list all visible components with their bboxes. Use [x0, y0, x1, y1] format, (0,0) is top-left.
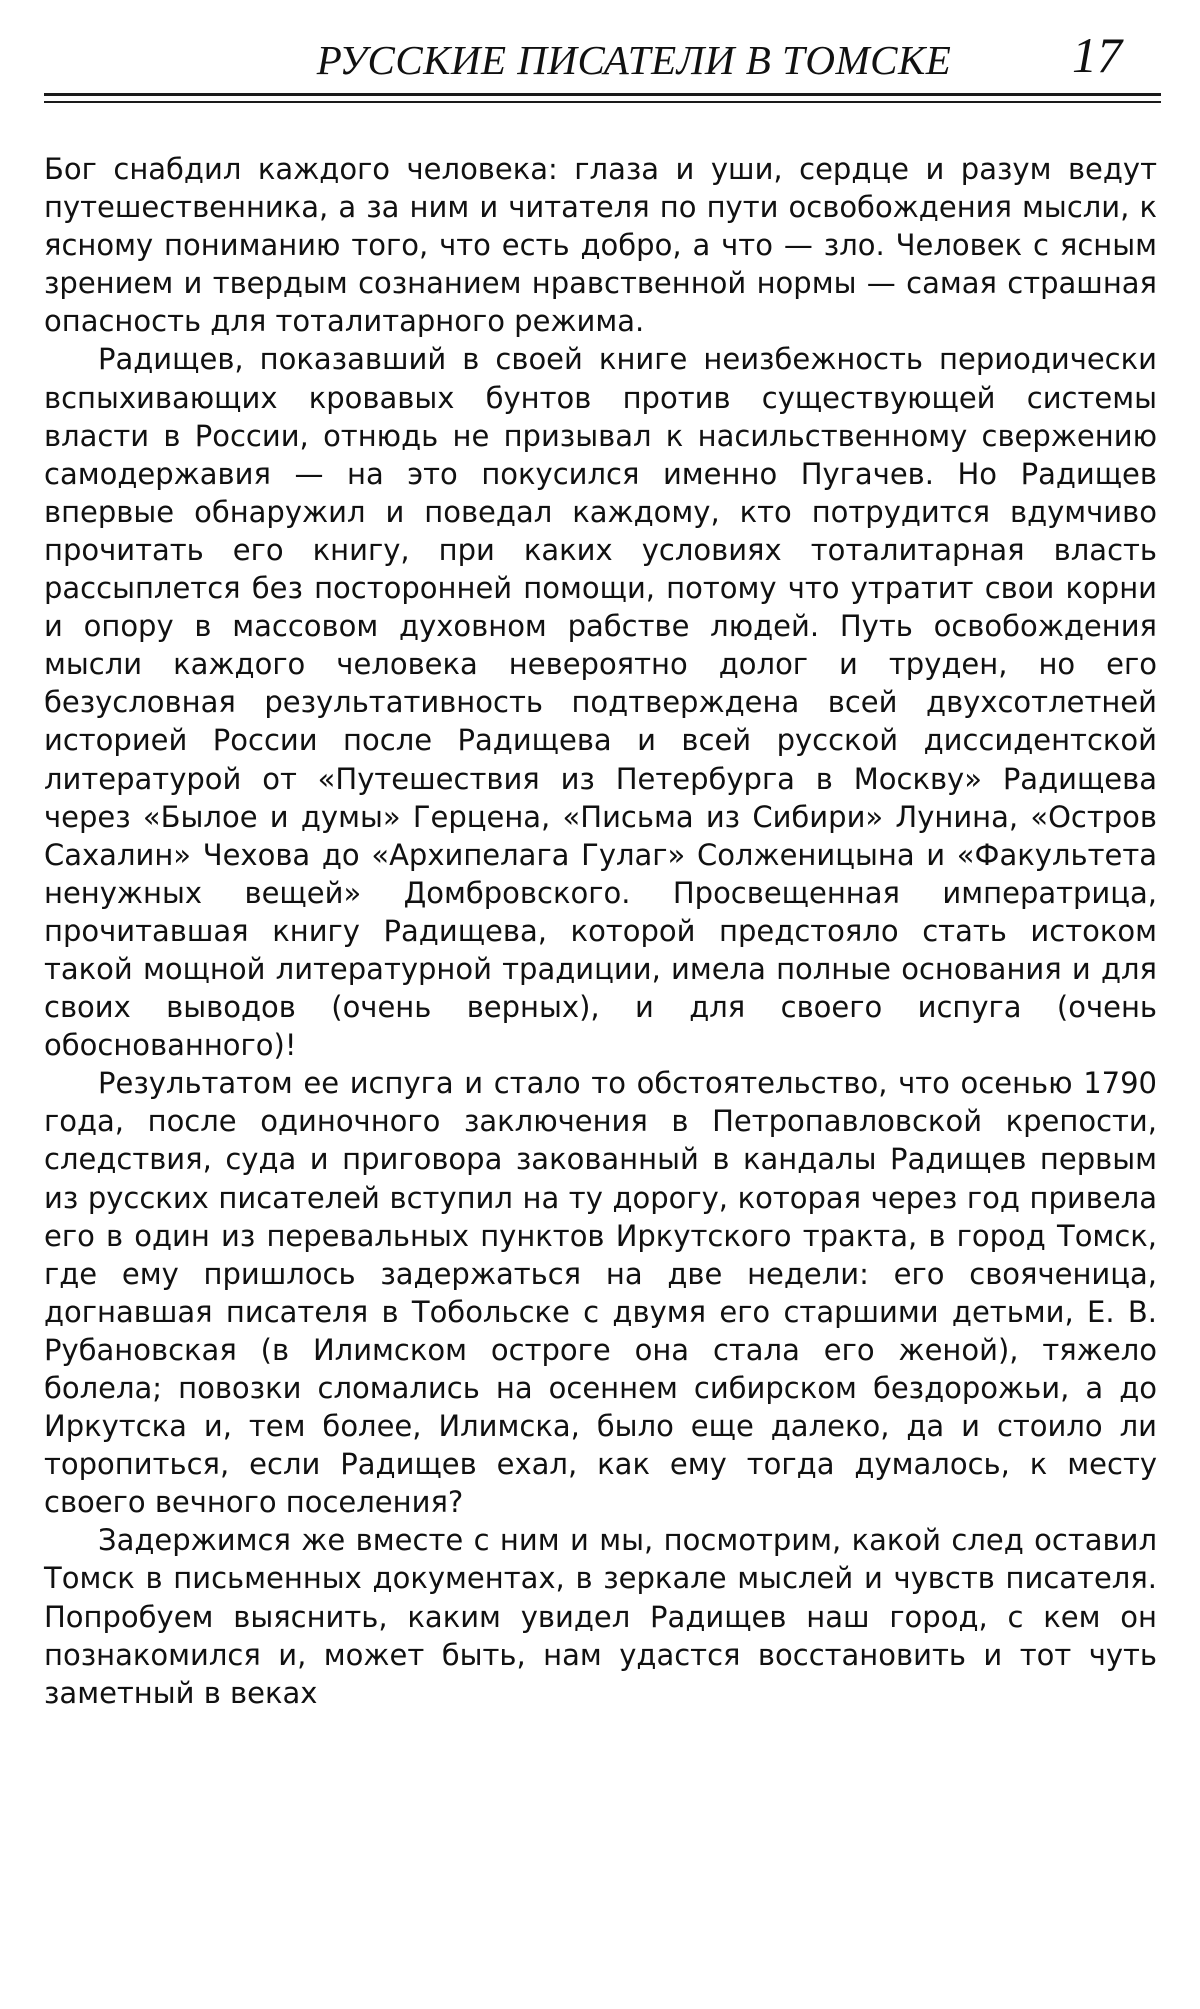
- running-header: [44, 18, 1164, 88]
- running-title: РУССКИЕ ПИСАТЕЛИ В ТОМСКЕ: [316, 37, 952, 83]
- paragraph-2: Радищев, показавший в своей книге неизбежность периодически вспыхивающих кровавых бунтов против существующей системы власти в России, отнюдь не призывал к насильственному свержению самодержавия — на это покусился именно Пугачев. Но Радищев впервые обнаружил и поведал каждому, кто потрудится вдумчиво прочитать его книгу, при каких условиях тоталитарная власть рассыплется без посторонней помощи, потому что утратит свои корни и опору в массовом духовном рабстве людей. Путь освобождения мысли каждого человека невероятно долог и труден, но его безусловная результативность подтверждена всей двухсотлетней историей России после Радищева и всей русской диссидентской литературой от «Путешествия из Петербурга в Москву» Радищева через «Былое и думы» Герцена, «Письма из Сибири» Лунина, «Остров Сахалин» Чехова до «Архипелага Гулаг» Солженицына и «Факультета ненужных вещей» Домбровского. Просвещенная императрица, прочитавшая книгу Радищева, которой предстояло стать истоком такой мощной литературной традиции, имела полные основания и для своих выводов (очень верных), и для своего испуга (очень обоснованного)!: [44, 342, 1157, 1063]
- paragraph-4: Задержимся же вместе с ним и мы, посмотрим, какой след оставил Томск в письменных документах, в зеркале мыслей и чувств писателя. Попробуем выяснить, каким увидел Радищев наш город, с кем он познакомился и, может быть, нам удастся восстановить и тот чуть заметный в веках: [44, 1523, 1157, 1710]
- body-text: [44, 150, 1157, 1712]
- header-rule-top: [44, 93, 1161, 96]
- paragraph-1: Бог снабдил каждого человека: глаза и уши, сердце и разум ведут путешественника, а за ним и читателя по пути освобождения мысли, к ясному пониманию того, что есть добро, а что — зло. Человек с ясным зрением и твердым сознанием нравственной нормы — самая страшная опасность для тоталитарного режима.: [44, 152, 1157, 339]
- header-rule-bottom: [44, 101, 1161, 103]
- page-number: 17: [1072, 27, 1122, 83]
- paragraph-3: Результатом ее испуга и стало то обстоятельство, что осенью 1790 года, после одиночного заключения в Петропавловской крепости, следствия, суда и приговора закованный в кандалы Радищев первым из русских писателей вступил на ту дорогу, которая через год привела его в один из перевальных пунктов Иркутского тракта, в город Томск, где ему пришлось задержаться на две недели: его свояченица, догнавшая писателя в Тобольске с двумя его старшими детьми, Е. В. Рубановская (в Илимском остроге она стала его женой), тяжело болела; повозки сломались на осеннем сибирском бездорожьи, а до Иркутска и, тем более, Илимска, было еще далеко, да и стоило ли торопиться, если Радищев ехал, как ему тогда думалось, к месту своего вечного поселения?: [44, 1066, 1157, 1520]
